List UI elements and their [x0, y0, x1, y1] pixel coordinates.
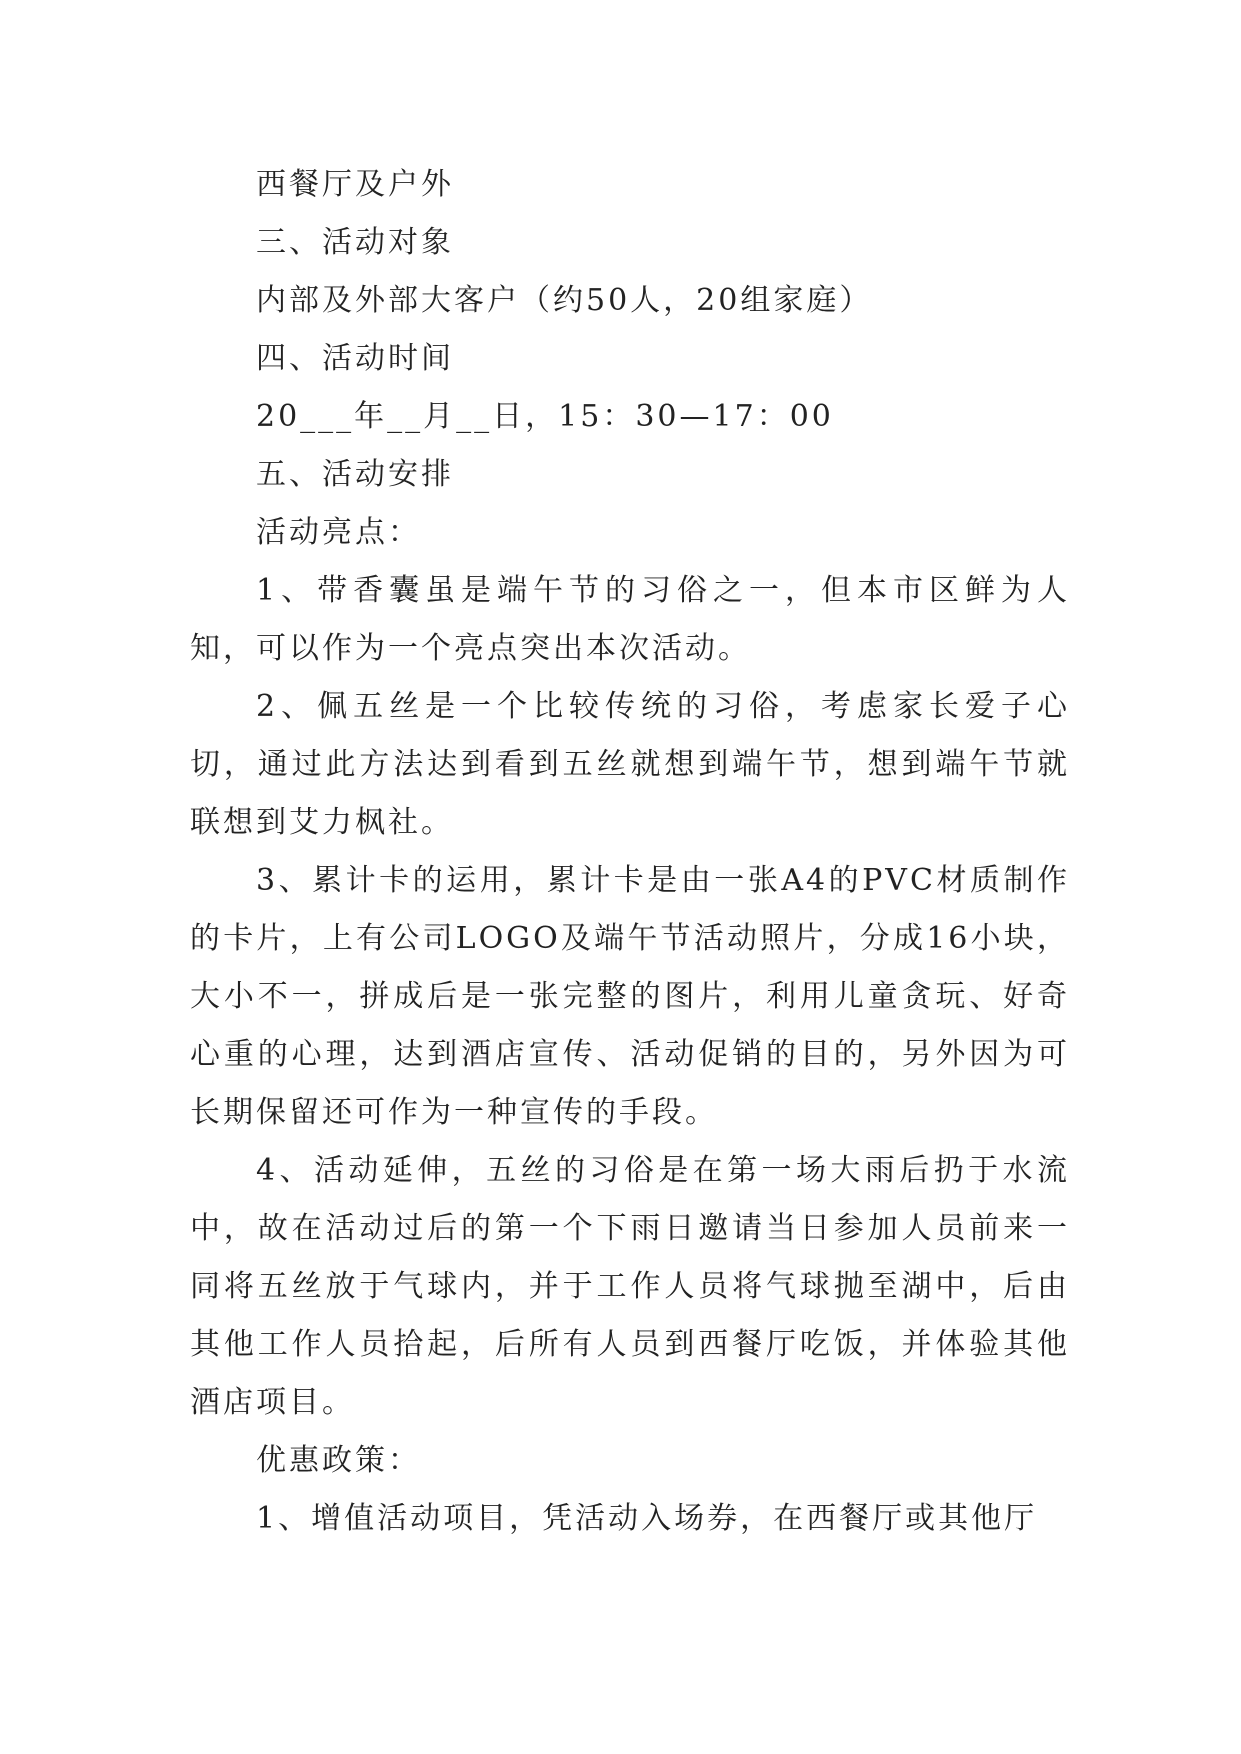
- section-heading-time: 四、活动时间: [256, 341, 454, 376]
- discount-item-1: 1、增值活动项目，凭活动入场券，在西餐厅或其他厅: [256, 1501, 1038, 1536]
- highlight-item-3: 3、累计卡的运用，累计卡是由一张A4的PVC材质制作的卡片，上有公司LOGO及端午节活动照片，分成16小块，大小不一，拼成后是一张完整的图片，利用儿童贪玩、好奇心重的心理，达到酒店宣传、活动促销的目的，另外因为可长期保留还可作为一种宣传的手段。: [190, 863, 1070, 1130]
- audience-text: 内部及外部大客户（约50人，20组家庭）: [256, 283, 873, 318]
- section-heading-audience: 三、活动对象: [256, 225, 454, 260]
- venue-text: 西餐厅及户外: [256, 167, 454, 202]
- highlight-item-4: 4、活动延伸，五丝的习俗是在第一场大雨后扔于水流中，故在活动过后的第一个下雨日邀请当日参加人员前来一同将五丝放于气球内，并于工作人员将气球抛至湖中，后由其他工作人员拾起，后所有人员到西餐厅吃饭，并体验其他酒店项目。: [190, 1153, 1070, 1420]
- subheading-highlights: 活动亮点：: [256, 515, 421, 550]
- document-body: [190, 156, 1070, 1548]
- highlight-item-1: 1、带香囊虽是端午节的习俗之一，但本市区鲜为人知，可以作为一个亮点突出本次活动。: [190, 573, 1070, 666]
- section-heading-arrangement: 五、活动安排: [256, 457, 454, 492]
- subheading-discounts: 优惠政策：: [256, 1443, 421, 1478]
- time-text: 20___年__月__日，15：30—17：00: [256, 399, 834, 434]
- highlight-item-2: 2、佩五丝是一个比较传统的习俗，考虑家长爱子心切，通过此方法达到看到五丝就想到端午节，想到端午节就联想到艾力枫社。: [190, 689, 1070, 840]
